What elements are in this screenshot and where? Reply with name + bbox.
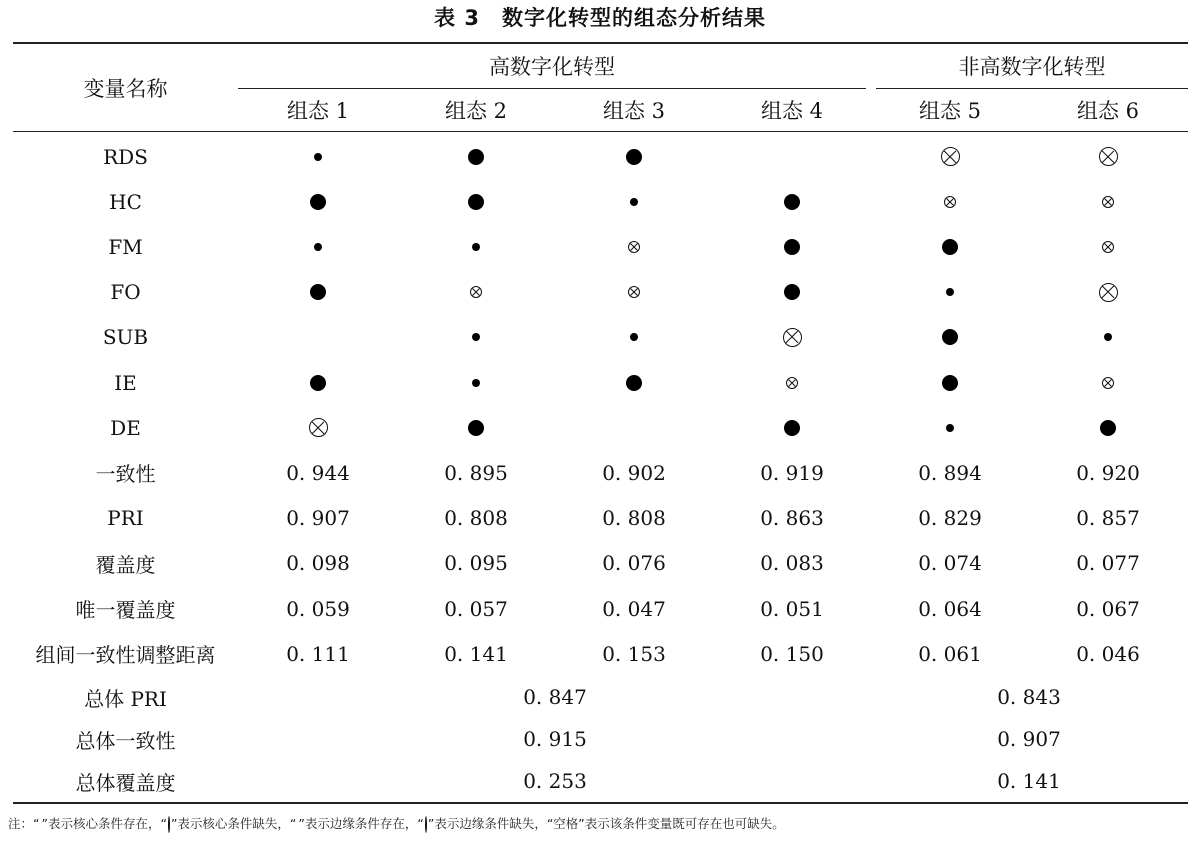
metric-value: 0. 808 [444,506,508,531]
header-rule [13,131,1188,132]
row-label: RDS [103,144,148,169]
condition-cell [456,360,496,405]
core-absent-icon [1099,147,1118,166]
metric-value: 0. 051 [760,596,824,621]
peripheral-present-icon [314,153,322,161]
peripheral-absent-icon [786,377,798,389]
group-nonhigh-rule [876,88,1188,89]
metric-value: 0. 046 [1076,641,1140,666]
core-present-icon [468,194,484,210]
core-present-icon [626,149,642,165]
metric-value: 0. 894 [918,460,982,485]
row-label: 组间一致性调整距离 [35,643,216,668]
bottom-rule [13,802,1188,804]
metric-value: 0. 076 [602,551,666,576]
condition-cell [772,360,812,405]
condition-cell [930,224,970,269]
peripheral-present-icon [630,333,638,341]
metric-value: 0. 907 [286,506,350,531]
condition-cell [298,270,338,315]
core-absent-icon [309,418,328,437]
overall-label: 总体覆盖度 [75,770,176,795]
core-present-icon [784,284,800,300]
row-label: FO [110,280,141,305]
condition-cell [456,315,496,360]
row-label: PRI [107,506,144,531]
condition-cell [298,224,338,269]
condition-cell [456,179,496,224]
metric-value: 0. 920 [1076,460,1140,485]
condition-cell [614,315,654,360]
row-label: 覆盖度 [95,552,156,577]
peripheral-present-icon [472,243,480,251]
metric-value: 0. 067 [1076,596,1140,621]
config-header-6: 组态 6 [1076,99,1140,123]
core-present-icon [468,420,484,436]
condition-cell [1088,315,1128,360]
note-prefix: 注：“ [8,816,40,831]
overall-label: 总体 PRI [84,686,167,711]
condition-cell [456,270,496,315]
metric-value: 0. 057 [444,596,508,621]
core-present-icon [1100,420,1116,436]
condition-cell [772,315,812,360]
row-label: FM [108,234,143,259]
config-header-3: 组态 3 [602,99,666,123]
overall-nonhigh-value: 0. 907 [997,727,1061,752]
metric-value: 0. 141 [444,641,508,666]
metric-value: 0. 895 [444,460,508,485]
core-absent-icon [168,816,170,833]
condition-cell [772,224,812,269]
metric-value: 0. 153 [602,641,666,666]
table-note [8,814,785,832]
condition-cell [772,405,812,450]
note-text-1: ”表示核心条件存在，“ [41,816,167,831]
metric-value: 0. 059 [286,596,350,621]
overall-high-value: 0. 915 [523,727,587,752]
overall-nonhigh-value: 0. 141 [997,769,1061,794]
condition-cell [456,405,496,450]
condition-cell [772,270,812,315]
peripheral-absent-icon [628,241,640,253]
core-present-icon [468,149,484,165]
peripheral-present-icon [1104,333,1112,341]
condition-cell [614,179,654,224]
condition-cell [298,179,338,224]
metric-value: 0. 829 [918,506,982,531]
overall-high-value: 0. 253 [523,769,587,794]
metric-value: 0. 919 [760,460,824,485]
condition-cell [930,315,970,360]
table-title: 表 3 数字化转型的组态分析结果 [434,6,766,30]
core-absent-icon [941,147,960,166]
core-present-icon [310,194,326,210]
condition-cell [456,134,496,179]
overall-high-value: 0. 847 [523,685,587,710]
row-label: 一致性 [95,462,156,487]
core-present-icon [942,239,958,255]
condition-cell [930,179,970,224]
config-header-5: 组态 5 [918,99,982,123]
metric-value: 0. 111 [286,641,350,666]
condition-cell [298,134,338,179]
row-label: IE [114,370,137,395]
condition-cell [614,224,654,269]
variable-col-header: 变量名称 [83,77,168,101]
peripheral-present-icon [946,288,954,296]
peripheral-absent-icon [1102,377,1114,389]
condition-cell [930,134,970,179]
core-present-icon [310,284,326,300]
overall-label: 总体一致性 [75,728,176,753]
group-nonhigh-header: 非高数字化转型 [958,55,1106,79]
condition-cell [772,134,812,179]
peripheral-absent-icon [1102,196,1114,208]
metric-value: 0. 095 [444,551,508,576]
note-text-4: ”表示边缘条件缺失，“空格”表示该条件变量既可存在也可缺失。 [427,816,785,831]
condition-cell [930,360,970,405]
overall-nonhigh-value: 0. 843 [997,685,1061,710]
peripheral-absent-icon [470,286,482,298]
core-present-icon [626,375,642,391]
peripheral-absent-icon [628,286,640,298]
condition-cell [614,270,654,315]
metric-value: 0. 902 [602,460,666,485]
row-label: SUB [102,325,149,350]
config-header-4: 组态 4 [760,99,824,123]
note-text-2: ”表示核心条件缺失，“ [170,816,297,831]
config-header-1: 组态 1 [286,99,350,123]
config-header-2: 组态 2 [444,99,508,123]
core-absent-icon [1099,283,1118,302]
metric-value: 0. 863 [760,506,824,531]
core-present-icon [310,375,326,391]
metric-value: 0. 061 [918,641,982,666]
peripheral-absent-icon [425,816,427,833]
peripheral-present-icon [946,424,954,432]
group-high-header: 高数字化转型 [489,55,615,79]
row-label: HC [109,189,142,214]
core-present-icon [784,239,800,255]
metric-value: 0. 098 [286,551,350,576]
metric-value: 0. 047 [602,596,666,621]
condition-cell [614,405,654,450]
metric-value: 0. 808 [602,506,666,531]
condition-cell [298,315,338,360]
condition-cell [456,224,496,269]
peripheral-present-icon [630,198,638,206]
metric-value: 0. 857 [1076,506,1140,531]
condition-cell [930,405,970,450]
condition-cell [1088,134,1128,179]
condition-cell [614,360,654,405]
peripheral-present-icon [472,333,480,341]
note-text-3: ”表示边缘条件存在，“ [298,816,424,831]
condition-cell [1088,224,1128,269]
peripheral-absent-icon [1102,241,1114,253]
core-present-icon [942,329,958,345]
row-label: DE [110,415,141,440]
metric-value: 0. 064 [918,596,982,621]
peripheral-present-icon [472,379,480,387]
core-present-icon [942,375,958,391]
metric-value: 0. 083 [760,551,824,576]
condition-cell [930,270,970,315]
top-rule [13,42,1188,44]
metric-value: 0. 150 [760,641,824,666]
metric-value: 0. 074 [918,551,982,576]
condition-cell [1088,405,1128,450]
group-high-rule [238,88,866,89]
condition-cell [298,360,338,405]
peripheral-absent-icon [944,196,956,208]
condition-cell [1088,179,1128,224]
metric-value: 0. 944 [286,460,350,485]
condition-cell [772,179,812,224]
core-absent-icon [783,328,802,347]
row-label: 唯一覆盖度 [75,598,176,623]
condition-cell [1088,360,1128,405]
core-present-icon [784,194,800,210]
condition-cell [1088,270,1128,315]
metric-value: 0. 077 [1076,551,1140,576]
core-present-icon [784,420,800,436]
condition-cell [298,405,338,450]
peripheral-present-icon [314,243,322,251]
condition-cell [614,134,654,179]
